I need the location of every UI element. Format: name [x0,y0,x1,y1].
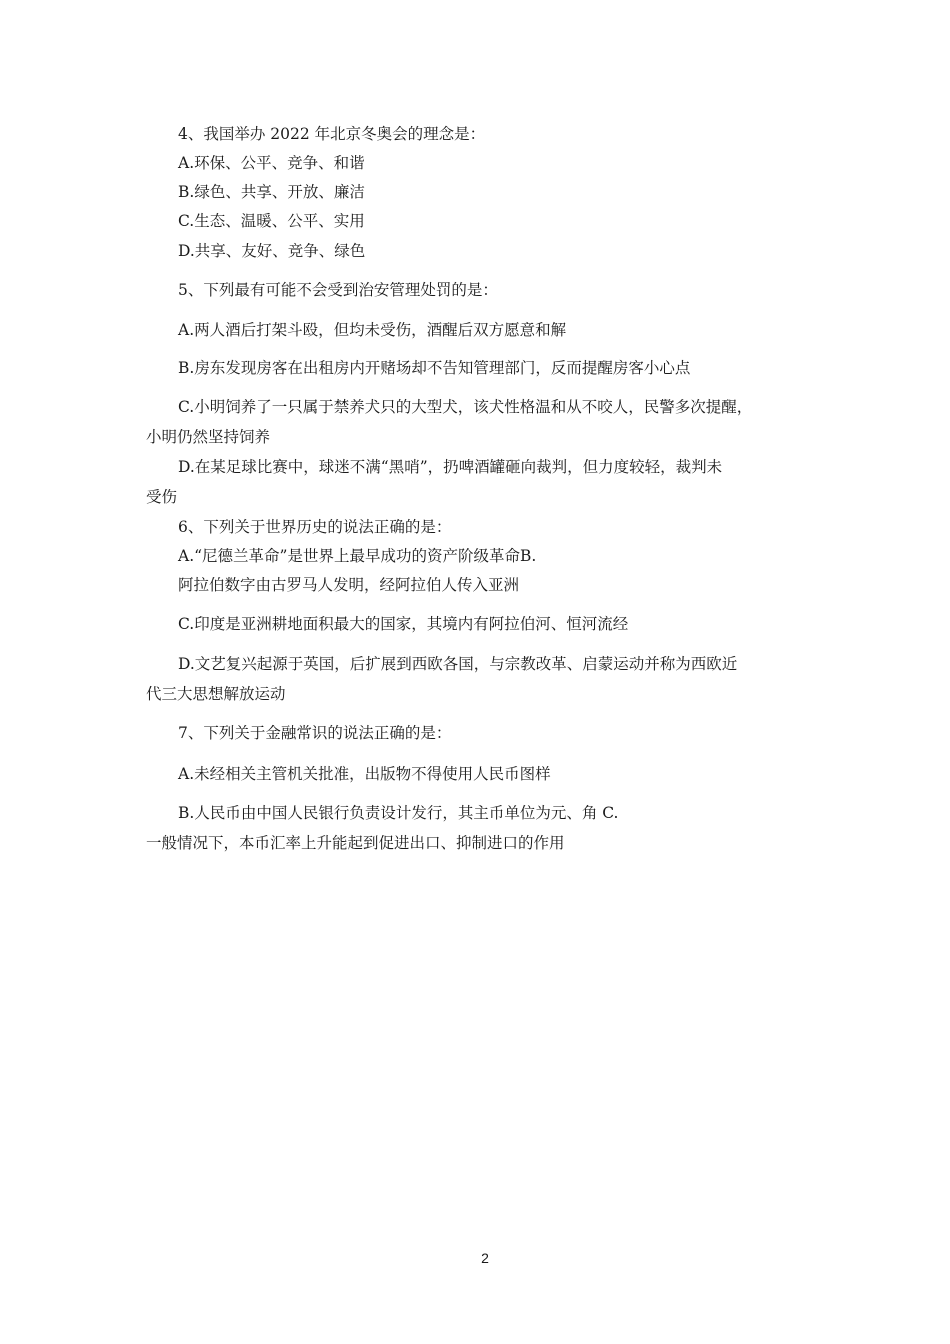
question-5-option-d: D.在某足球比赛中，球迷不满“黑哨”，扔啤酒罐砸向裁判，但力度较轻，裁判未 [178,458,723,476]
question-6-option-b: 阿拉伯数字由古罗马人发明，经阿拉伯人传入亚洲 [178,576,520,594]
question-6-option-d-continued: 代三大思想解放运动 [146,685,286,703]
question-4-option-c: C.生态、温暖、公平、实用 [178,212,365,230]
question-4-option-b: B.绿色、共享、开放、廉洁 [178,183,365,201]
question-7-option-a: A.未经相关主管机关批准，出版物不得使用人民币图样 [178,765,551,783]
question-7-option-c: 一般情况下，本币汇率上升能起到促进出口、抑制进口的作用 [146,834,565,852]
question-6-option-a: A.“尼德兰革命”是世界上最早成功的资产阶级革命B. [178,547,537,565]
question-7-stem: 7、下列关于金融常识的说法正确的是： [178,724,452,742]
question-6-option-d: D.文艺复兴起源于英国，后扩展到西欧各国，与宗教改革、启蒙运动并称为西欧近 [178,655,738,673]
question-6-option-c: C.印度是亚洲耕地面积最大的国家，其境内有阿拉伯河、恒河流经 [178,615,629,633]
question-5-option-d-continued: 受伤 [146,488,178,506]
page-number: 2 [481,1250,489,1266]
question-5-option-c: C.小明饲养了一只属于禁养犬只的大型犬，该犬性格温和从不咬人，民警多次提醒， [178,398,753,416]
question-6-stem: 6、下列关于世界历史的说法正确的是： [178,518,452,536]
question-4-option-a: A.环保、公平、竞争、和谐 [178,154,365,172]
question-5-option-b: B.房东发现房客在出租房内开赌场却不告知管理部门，反而提醒房客小心点 [178,359,691,377]
question-5-stem: 5、下列最有可能不会受到治安管理处罚的是： [178,281,498,299]
question-5-option-c-continued: 小明仍然坚持饲养 [146,428,271,446]
question-7-option-b: B.人民币由中国人民银行负责设计发行，其主币单位为元、角 C. [178,804,619,822]
question-4-option-d: D.共享、友好、竞争、绿色 [178,242,366,260]
question-5-option-a: A.两人酒后打架斗殴，但均未受伤，酒醒后双方愿意和解 [178,321,567,339]
question-4-stem: 4、我国举办 2022 年北京冬奥会的理念是： [178,125,486,143]
